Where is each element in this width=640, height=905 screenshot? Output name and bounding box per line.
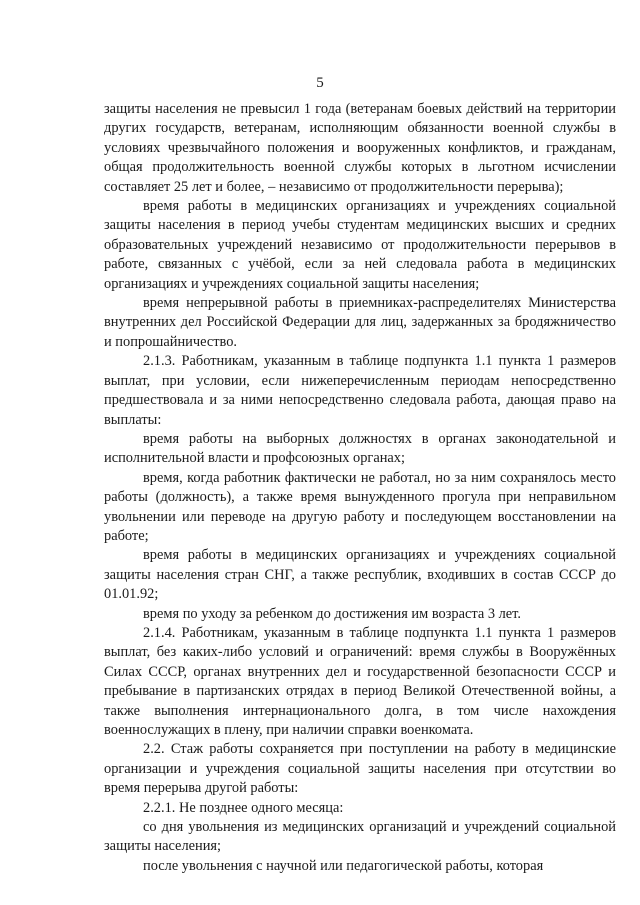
paragraph: 2.1.4. Работникам, указанным в таблице подпункта 1.1 пункта 1 размеров выплат, без каких-либо условий и ограничений: время службы в Вооружённых Силах СССР, органах внутренних дел и государственной безопасности СССР и пребывание в партизанских отрядах в период Великой Отечественной войны, а также выполнения интернационального долга, в том числе нахождения военнослужащих в плену, при наличии справки военкомата. [104,624,616,738]
paragraph: время работы в медицинских организациях и учреждениях социальной защиты населения в период учебы студентам медицинских высших и средних образовательных учреждений независимо от продолжительности перерывов в работе, связанных с учёбой, если за ней следовала работа в медицинских организациях и учреждениях социальной защиты населения; [104,198,616,292]
paragraph: 2.2.1. Не позднее одного месяца: [143,799,344,816]
page-number: 5 [316,75,324,91]
paragraph: время работы на выборных должностях в органах законодательной и исполнительной власти и профсоюзных органах; [104,430,616,467]
paragraph: 2.2. Стаж работы сохраняется при поступлении на работу в медицинские организации и учреждения социальной защиты населения при отсутствии во время перерыва другой работы: [104,741,616,797]
paragraph: время, когда работник фактически не работал, но за ним сохранялось место работы (должность), а также время вынужденного прогула при неправильном увольнении или переводе на другую работу и последующем восстановлении на работе; [104,469,616,544]
paragraph: защиты населения не превысил 1 года (ветеранам боевых действий на территории других государств, ветеранам, исполняющим обязанности военной службы в условиях чрезвычайного положения и вооруженных конфликтов, и гражданам, общая продолжительность военной службы которых в льготном исчислении составляет 25 лет и более, – независимо от продолжительности перерыва); [104,101,616,195]
paragraph: время по уходу за ребенком до достижения им возраста 3 лет. [143,605,521,622]
document-body [104,100,616,876]
paragraph: время работы в медицинских организациях и учреждениях социальной защиты населения стран СНГ, а также республик, входивших в состав СССР до 01.01.92; [104,547,616,603]
paragraph: после увольнения с научной или педагогической работы, которая [143,857,544,874]
paragraph: время непрерывной работы в приемниках-распределителях Министерства внутренних дел Российской Федерации для лиц, задержанных за бродяжничество и попрошайничество. [104,295,616,350]
paragraph: со дня увольнения из медицинских организаций и учреждений социальной защиты населения; [104,819,616,855]
paragraph: 2.1.3. Работникам, указанным в таблице подпункта 1.1 пункта 1 размеров выплат, при условии, если нижеперечисленным периодам непосредственно предшествовала и за ними непосредственно следовала работа, дающая право на выплаты: [104,353,616,428]
